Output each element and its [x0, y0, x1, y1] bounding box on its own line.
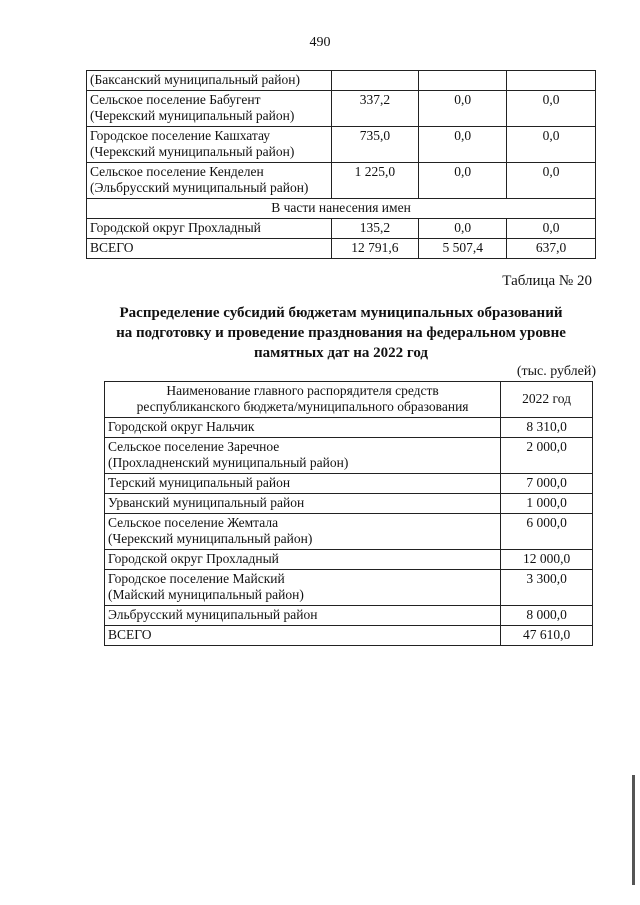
table-row: [105, 418, 593, 438]
value-cell: [507, 71, 596, 91]
name-cell: [87, 163, 332, 199]
value-cell: 0,0: [419, 91, 507, 127]
value-cell: 2 000,0: [501, 438, 593, 474]
name-line: Терский муниципальный район: [108, 475, 291, 490]
name-cell: [105, 626, 501, 646]
name-line: Городской округ Прохладный: [108, 551, 279, 566]
value-cell: 3 300,0: [501, 570, 593, 606]
name-line: (Баксанский муниципальный район): [90, 72, 300, 87]
name-line: (Майский муниципальный район): [108, 587, 304, 602]
value-cell: 0,0: [419, 163, 507, 199]
value-cell: 7 000,0: [501, 474, 593, 494]
name-line: Сельское поселение Бабугент: [90, 92, 261, 107]
value-cell: 637,0: [507, 239, 596, 259]
page-number: 490: [309, 35, 331, 50]
name-cell: [105, 570, 501, 606]
table-row: [87, 239, 596, 259]
value-cell: 6 000,0: [501, 514, 593, 550]
value-cell: 8 000,0: [501, 606, 593, 626]
name-cell: [87, 239, 332, 259]
units-label: (тыс. рублей): [516, 364, 596, 379]
name-cell: [87, 127, 332, 163]
name-cell: [105, 438, 501, 474]
table-title: [86, 303, 596, 363]
value-cell: 12 000,0: [501, 550, 593, 570]
name-cell: [105, 550, 501, 570]
name-cell: [105, 494, 501, 514]
name-line: ВСЕГО: [90, 240, 134, 255]
table-row: [105, 494, 593, 514]
table-row: [87, 91, 596, 127]
value-cell: 0,0: [507, 163, 596, 199]
name-cell: [87, 91, 332, 127]
name-line: ВСЕГО: [108, 627, 152, 642]
name-line: Сельское поселение Жемтала: [108, 515, 279, 530]
value-cell: 8 310,0: [501, 418, 593, 438]
value-cell: 0,0: [507, 127, 596, 163]
table-row: [105, 514, 593, 550]
value-cell: 135,2: [331, 219, 419, 239]
name-cell: [105, 606, 501, 626]
table2-body: [105, 382, 593, 646]
value-cell: 5 507,4: [419, 239, 507, 259]
table-row: [105, 570, 593, 606]
table-row: [87, 199, 596, 219]
value-cell: 337,2: [331, 91, 419, 127]
title-line: на подготовку и проведение празднования на федеральном уровне: [116, 325, 566, 341]
table-row: [87, 127, 596, 163]
budget-table-continued: [86, 70, 596, 259]
name-line: Городской округ Нальчик: [108, 419, 255, 434]
name-line: (Черекский муниципальный район): [108, 531, 313, 546]
name-line: (Черекский муниципальный район): [90, 108, 295, 123]
name-line: Эльбрусский муниципальный район: [108, 607, 318, 622]
name-cell: [105, 418, 501, 438]
title-line: Распределение субсидий бюджетам муниципальных образований: [119, 305, 563, 321]
name-line: Городское поселение Кашхатау: [90, 128, 271, 143]
table-row: [105, 626, 593, 646]
title-line: памятных дат на 2022 год: [253, 345, 428, 361]
subsidy-table: [104, 381, 593, 646]
header-name-cell: [105, 382, 501, 418]
table-row: [87, 71, 596, 91]
value-cell: 735,0: [331, 127, 419, 163]
value-cell: 0,0: [507, 91, 596, 127]
name-cell: [105, 514, 501, 550]
value-cell: [331, 71, 419, 91]
table-row: [105, 606, 593, 626]
header-line: Наименование главного распорядителя средств: [166, 383, 439, 398]
name-cell: [87, 71, 332, 91]
table-header-row: [105, 382, 593, 418]
name-line: (Черекский муниципальный район): [90, 144, 295, 159]
name-line: Городское поселение Майский: [108, 571, 285, 586]
header-line: республиканского бюджета/муниципального образования: [136, 399, 469, 414]
name-line: (Прохладненский муниципальный район): [108, 455, 349, 470]
table-label: Таблица № 20: [502, 273, 592, 289]
name-line: Сельское поселение Кенделен: [90, 164, 264, 179]
name-line: Сельское поселение Заречное: [108, 439, 280, 454]
value-cell: 47 610,0: [501, 626, 593, 646]
table-row: [87, 219, 596, 239]
value-cell: 12 791,6: [331, 239, 419, 259]
value-cell: 1 225,0: [331, 163, 419, 199]
header-year-cell: 2022 год: [501, 382, 593, 418]
table1-body-bottom: [87, 219, 596, 259]
name-line: Урванский муниципальный район: [108, 495, 305, 510]
table1-body-section: [87, 199, 596, 219]
value-cell: 0,0: [419, 127, 507, 163]
table-row: [87, 163, 596, 199]
value-cell: 0,0: [507, 219, 596, 239]
name-line: (Эльбрусский муниципальный район): [90, 180, 309, 195]
value-cell: 0,0: [419, 219, 507, 239]
name-cell: [105, 474, 501, 494]
scan-edge-mark: [632, 775, 635, 885]
value-cell: [419, 71, 507, 91]
value-cell: 1 000,0: [501, 494, 593, 514]
name-line: Городской округ Прохладный: [90, 220, 261, 235]
table-row: [105, 438, 593, 474]
name-cell: [87, 219, 332, 239]
section-header: В части нанесения имен: [87, 199, 596, 219]
table-row: [105, 474, 593, 494]
table1-body-top: [87, 71, 596, 199]
table-row: [105, 550, 593, 570]
